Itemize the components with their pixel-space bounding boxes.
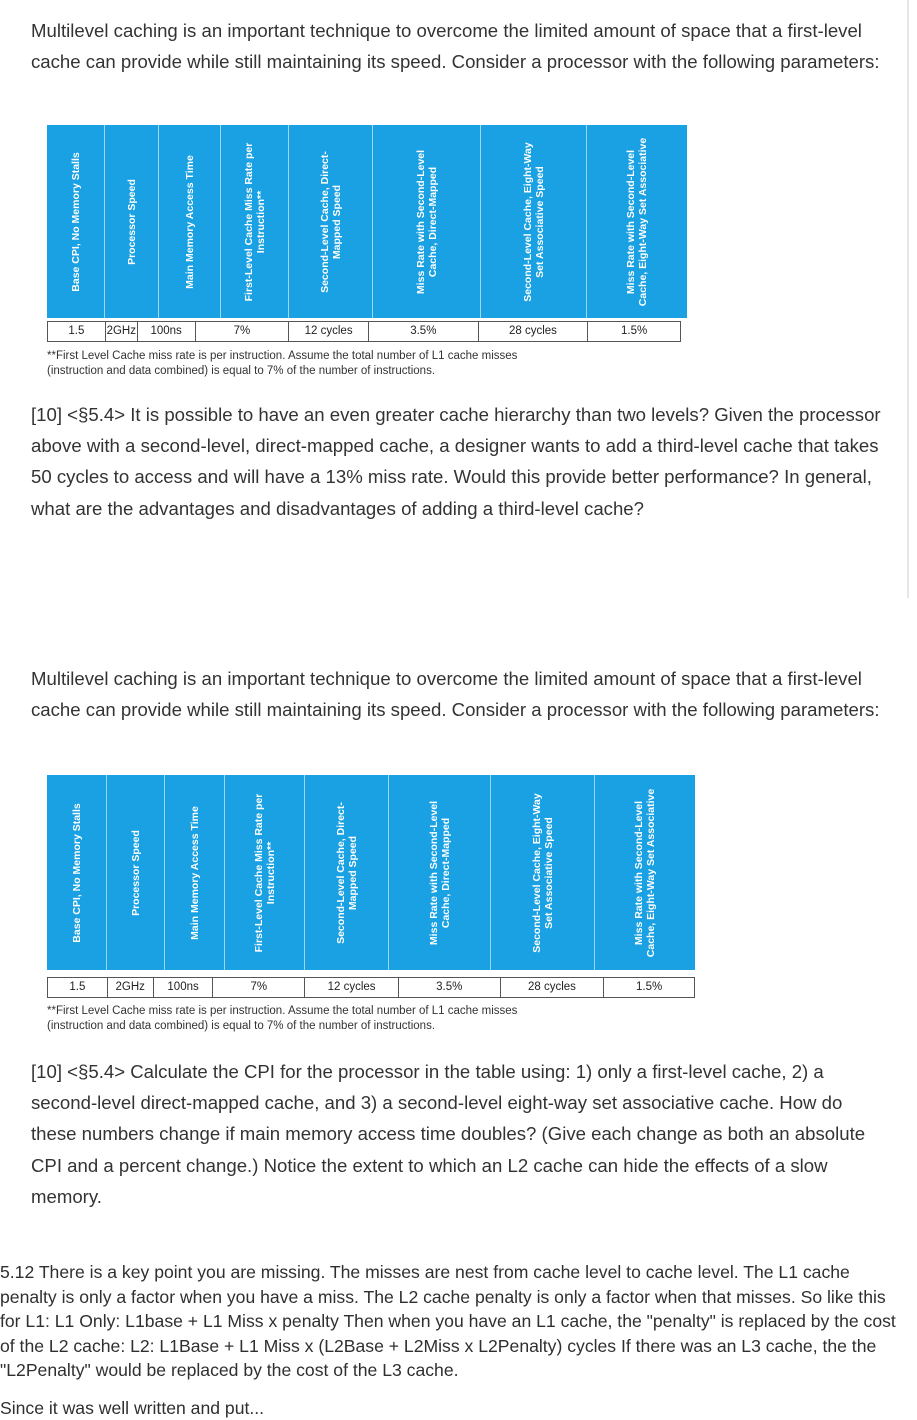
cutoff-text-line: Since it was well written and put... xyxy=(0,1398,265,1418)
header-processor-speed: Processor Speed xyxy=(107,775,165,970)
value-base-cpi: 1.5 xyxy=(48,322,106,341)
table-footnote: **First Level Cache miss rate is per instruction. Assume the total number of L1 cache misses (instruction and data combined) is equal to 7% of the number of instructions. xyxy=(47,350,518,377)
header-l2-8way-speed: Second-Level Cache, Eight-Way Set Associative Speed xyxy=(481,125,587,318)
header-processor-speed: Processor Speed xyxy=(105,125,159,318)
table-value-row xyxy=(47,977,695,998)
answer-paragraph: 5.12 There is a key point you are missing. The misses are nest from cache level to cache level. The L1 cache penalty is only a factor when you have a miss. The L2 cache penalty is only a factor when that misses. So like this for L1: L1 Only: L1base + L1 Miss x penalty Then when you have an L1 cache, the "penalty" is replaced by the cost of the L2 cache: L2: L1Base + L1 Miss x (L2Base + L2Miss x L2Penalty) cycles If there was an L3 cache, the the "L2Penalty" would be replaced by the cost of the L3 cache. xyxy=(0,1262,896,1381)
header-l1-miss-rate: First-Level Cache Miss Rate per Instruction** xyxy=(221,125,289,318)
value-processor-speed: 2GHz xyxy=(106,322,138,341)
intro-paragraph-1: Multilevel caching is an important technique to overcome the limited amount of space that a first-level cache can provide while still maintaining its speed. Consider a processor with the following parameters: xyxy=(31,20,880,73)
value-l2-8way-speed: 28 cycles xyxy=(501,978,605,997)
question-paragraph-1: [10] <§5.4> It is possible to have an even greater cache hierarchy than two levels? Given the processor above with a second-level, direct-mapped cache, a designer wants to add a third-level cache that takes 50 cycles to access and will have a 13% miss rate. Would this provide better performance? In general, what are the advantages and disadvantages of adding a third-level cache? xyxy=(31,404,881,519)
right-divider xyxy=(907,0,909,598)
intro-paragraph-2: Multilevel caching is an important technique to overcome the limited amount of space that a first-level cache can provide while still maintaining its speed. Consider a processor with the following parameters: xyxy=(31,668,880,721)
header-l2-8way-miss: Miss Rate with Second-Level Cache, Eight-Way Set Associative xyxy=(633,788,657,957)
value-l1-miss-rate: 7% xyxy=(196,322,290,341)
header-l1-miss-rate: First-Level Cache Miss Rate per Instruction** xyxy=(225,775,305,970)
header-l2-8way-speed: Second-Level Cache, Eight-Way Set Associative Speed xyxy=(491,775,595,970)
value-processor-speed: 2GHz xyxy=(108,978,154,997)
header-l2-direct-speed: Second-Level Cache, Direct-Mapped Speed xyxy=(305,775,389,970)
question-paragraph-2: [10] <§5.4> Calculate the CPI for the processor in the table using: 1) only a first-level cache, 2) a second-level direct-mapped cache, and 3) a second-level eight-way set associative cache. How do these numbers change if main memory access time doubles? (Give each change as both an absolute CPI and a percent change.) Notice the extent to which an L2 cache can hide the effects of a slow memory. xyxy=(31,1061,866,1207)
value-l2-8way-speed: 28 cycles xyxy=(479,322,589,341)
value-l2-8way-miss: 1.5% xyxy=(636,981,663,993)
header-l2-direct-miss: Miss Rate with Second-Level Cache, Direct-Mapped xyxy=(373,125,481,318)
table-value-row xyxy=(47,321,681,342)
parameter-table-1 xyxy=(47,125,687,377)
header-l2-direct-miss: Miss Rate with Second-Level Cache, Direct-Mapped xyxy=(389,775,491,970)
header-main-memory-access: Main Memory Access Time xyxy=(159,125,221,318)
value-l1-miss-rate: 7% xyxy=(213,978,305,997)
value-main-memory-access: 100ns xyxy=(154,978,214,997)
value-l2-direct-speed: 12 cycles xyxy=(289,322,369,341)
value-l2-8way-miss: 1.5% xyxy=(621,325,648,337)
header-l2-8way-miss: Miss Rate with Second-Level Cache, Eight-Way Set Associative xyxy=(625,137,649,306)
header-base-cpi: Base CPI, No Memory Stalls xyxy=(47,775,107,970)
header-l2-direct-speed: Second-Level Cache, Direct-Mapped Speed xyxy=(289,125,373,318)
header-base-cpi: Base CPI, No Memory Stalls xyxy=(47,125,105,318)
value-base-cpi: 1.5 xyxy=(48,978,108,997)
table-footnote: **First Level Cache miss rate is per instruction. Assume the total number of L1 cache misses (instruction and data combined) is equal to 7% of the number of instructions. xyxy=(47,1005,518,1032)
value-main-memory-access: 100ns xyxy=(138,322,196,341)
table-header-row xyxy=(47,775,695,970)
value-l2-direct-miss: 3.5% xyxy=(369,322,479,341)
value-l2-direct-speed: 12 cycles xyxy=(305,978,399,997)
parameter-table-2 xyxy=(47,775,697,1040)
header-main-memory-access: Main Memory Access Time xyxy=(165,775,225,970)
table-header-row xyxy=(47,125,687,318)
value-l2-direct-miss: 3.5% xyxy=(399,978,501,997)
